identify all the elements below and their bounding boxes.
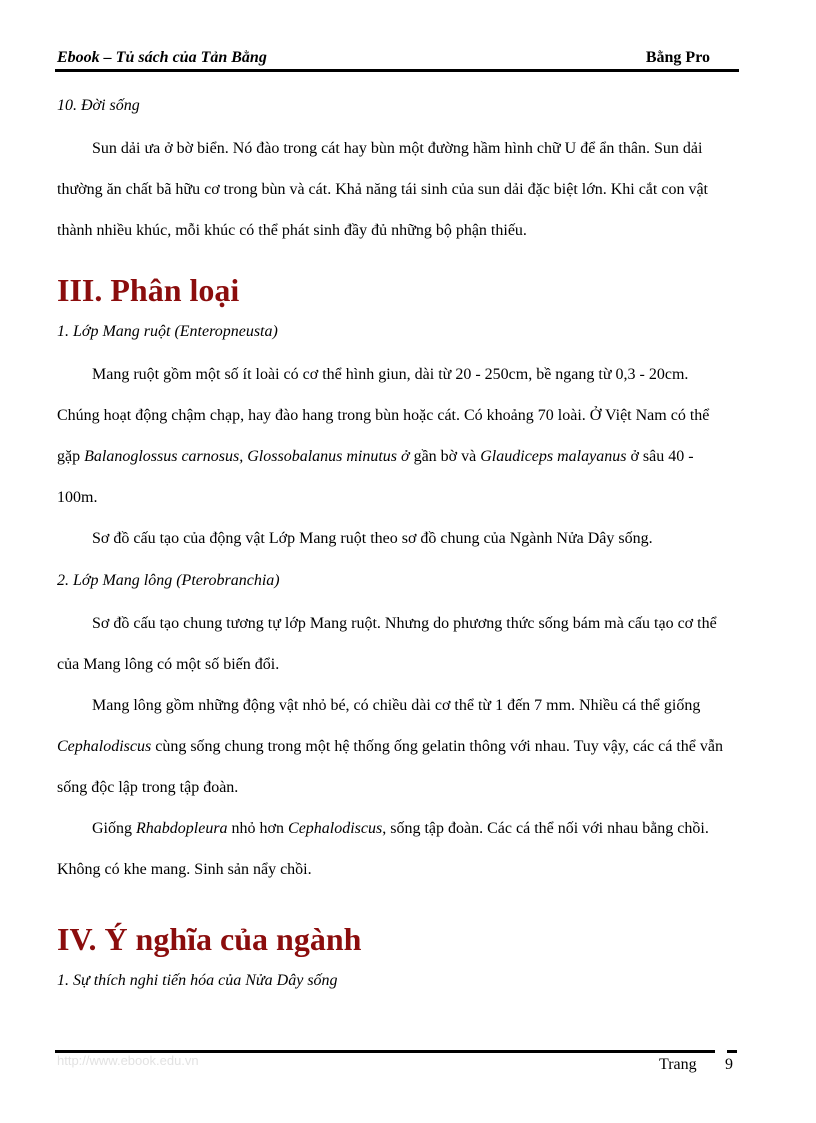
genus-name: Cephalodiscus xyxy=(57,738,152,755)
page-content xyxy=(57,84,729,1003)
genus-name: Cephalodiscus xyxy=(288,820,383,837)
header-title: Ebook – Tủ sách của Tản Bằng xyxy=(57,49,267,66)
text-run: Giống xyxy=(92,820,136,837)
footer-page-number: 9 xyxy=(725,1056,733,1073)
species-names: Balanoglossus carnosus, Glossobalanus minutus ở xyxy=(84,448,410,465)
species-name: Glaudiceps malayanus xyxy=(480,448,627,465)
paragraph-mang-long-structure: Sơ đồ cấu tạo chung tương tự lớp Mang ruột. Nhưng do phương thức sống bám mà cấu tạo cơ thể của Mang lông có một số biến đổi. xyxy=(57,615,717,673)
subheading-doi-song: 10. Đời sống xyxy=(57,97,140,114)
subheading-lop-mang-long: 2. Lớp Mang lông (Pterobranchia) xyxy=(57,572,280,589)
text-run: , sống tập đoàn. Các cá thể nối với nhau bằng chồi. Không có khe mang. Sinh sản nẩy chồi. xyxy=(57,820,709,878)
footer-website-link[interactable]: http://www.ebook.edu.vn xyxy=(57,1053,199,1068)
paragraph-mang-ruot-structure: Sơ đồ cấu tạo của động vật Lớp Mang ruột theo sơ đồ chung của Ngành Nửa Dây sống. xyxy=(92,530,653,547)
header-rule xyxy=(55,69,739,72)
paragraph-rhabdopleura xyxy=(57,808,729,890)
genus-name: Rhabdopleura xyxy=(136,820,228,837)
footer-rule-end xyxy=(727,1050,737,1053)
text-run: nhỏ hơn xyxy=(227,820,289,837)
section-title-phan-loai: III. Phân loại xyxy=(57,272,240,308)
header-author: Bằng Pro xyxy=(645,49,710,66)
subheading-lop-mang-ruot: 1. Lớp Mang ruột (Enteropneusta) xyxy=(57,323,278,340)
footer-page-label: Trang xyxy=(659,1056,697,1073)
subheading-thich-nghi: 1. Sự thích nghi tiến hóa của Nửa Dây sống xyxy=(57,972,338,989)
paragraph-doi-song: Sun dải ưa ở bờ biển. Nó đào trong cát hay bùn một đường hầm hình chữ U để ẩn thân. Sun dải thường ăn chất bã hữu cơ trong bùn và cát. Khả năng tái sinh của sun dải đặc biệt lớn. Khi cắt con vật thành nhiều khúc, mỗi khúc có thể phát sinh đầy đủ những bộ phận thiếu. xyxy=(57,140,708,239)
text-run: gần bờ và xyxy=(409,448,481,465)
text-run: cùng sống chung trong một hệ thống ống gelatin thông với nhau. Tuy vậy, các cá thể vẫn sống độc lập trong tập đoàn. xyxy=(57,738,723,796)
paragraph-mang-ruot-description xyxy=(57,354,729,518)
text-run: ở sâu 40 - 100m. xyxy=(57,448,694,506)
section-title-y-nghia: IV. Ý nghĩa của ngành xyxy=(57,921,362,957)
text-run: Mang lông gồm những động vật nhỏ bé, có chiều dài cơ thể từ 1 đến 7 mm. Nhiều cá thể giống xyxy=(92,697,701,714)
paragraph-mang-long-description xyxy=(57,685,729,808)
text-run: Mang ruột gồm một số ít loài có cơ thể hình giun, dài từ 20 - 250cm, bề ngang từ 0,3 - 20cm. Chúng hoạt động chậm chạp, hay đào hang trong bùn hoặc cát. Có khoảng 70 loài. Ở Việt Nam có thể gặp xyxy=(57,366,710,465)
